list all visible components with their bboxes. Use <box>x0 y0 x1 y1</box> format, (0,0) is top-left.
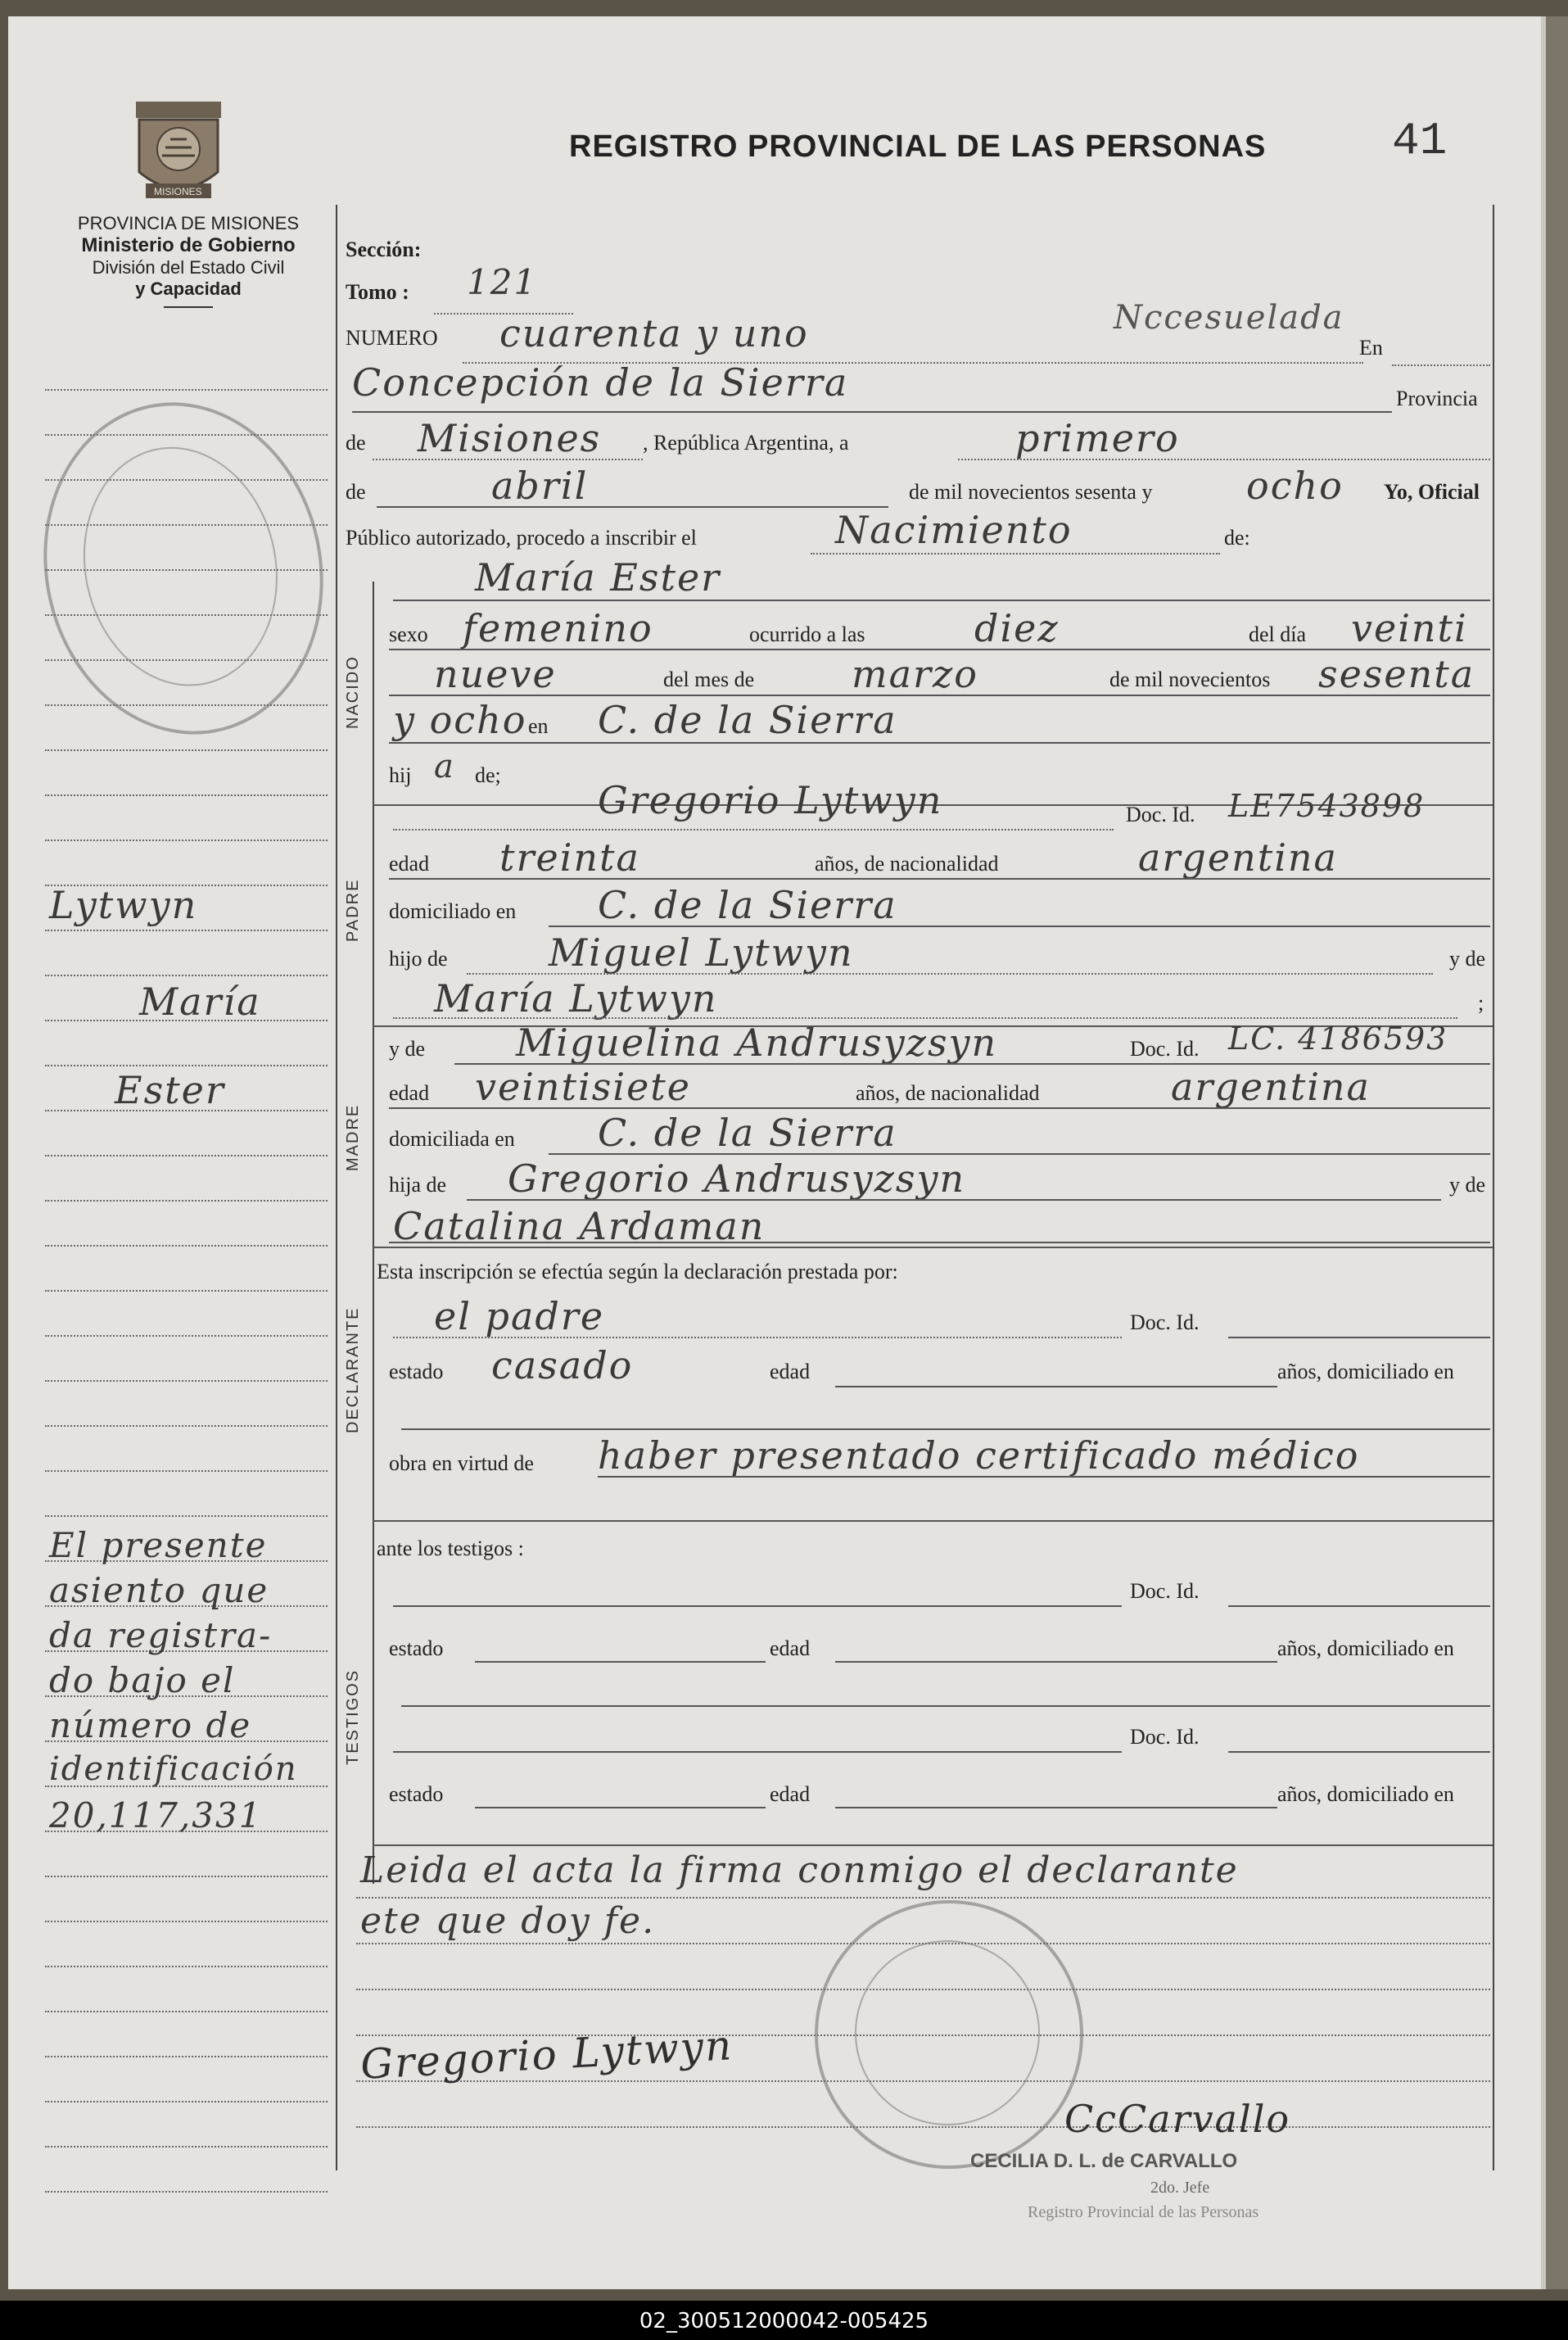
madre-y-de-label-2: y de <box>1449 1173 1486 1197</box>
de-semicolon-label: de; <box>475 763 501 787</box>
hij-label: hij <box>389 763 412 787</box>
padre-hijo-value-1: Miguel Lytwyn <box>549 930 854 975</box>
declarante-doc-label: Doc. Id. <box>1130 1310 1200 1334</box>
dia-value-2: nueve <box>434 652 557 696</box>
closing-line-1: Leida el acta la firma conmigo el declarante <box>360 1849 1239 1891</box>
seccion-label: Sección: <box>346 238 422 261</box>
declarante-obra-label: obra en virtud de <box>389 1451 534 1475</box>
org-divider <box>164 306 213 308</box>
de-label: de <box>346 431 366 455</box>
madre-doc-value: LC. 4186593 <box>1228 1021 1448 1057</box>
madre-dom-value: C. de la Sierra <box>598 1111 897 1155</box>
padre-edad-label: edad <box>389 852 430 876</box>
tomo-label: Tomo : <box>346 280 409 304</box>
testigos-intro-label: ante los testigos : <box>377 1537 524 1560</box>
sexo-label: sexo <box>389 622 428 646</box>
anio-value-2: y ocho <box>393 698 527 742</box>
org-division-1: División del Estado Civil <box>92 257 285 278</box>
padre-hijo-value-2: María Lytwyn <box>434 976 718 1021</box>
testigo-2-doc-label: Doc. Id. <box>1130 1725 1200 1749</box>
madre-nac-label: años, de nacionalidad <box>856 1081 1040 1105</box>
declarante-estado-label: estado <box>389 1360 444 1383</box>
en-label: En <box>1359 336 1383 360</box>
madre-hija-value-2: Catalina Ardaman <box>393 1204 766 1248</box>
madre-edad-label: edad <box>389 1081 430 1105</box>
org-block <box>33 213 344 308</box>
padre-doc-value: LE7543898 <box>1228 788 1426 824</box>
officer-name: CECILIA D. L. de CARVALLO <box>970 2150 1238 2172</box>
signature-declarante: Gregorio Lytwyn <box>359 2021 734 2089</box>
right-border-line <box>1493 205 1494 2170</box>
margin-note-line: identificación <box>49 1750 298 1788</box>
padre-nac-label: años, de nacionalidad <box>815 852 999 876</box>
officer-office: Registro Provincial de las Personas <box>1028 2203 1259 2221</box>
testigo-2-anios-label: años, domiciliado en <box>1277 1782 1454 1806</box>
testigo-2-edad-label: edad <box>770 1782 811 1806</box>
testigo-1-edad-label: edad <box>770 1636 811 1660</box>
margin-surname: Lytwyn <box>49 883 198 927</box>
margin-note <box>49 1525 298 1840</box>
mil-label: de mil novecientos <box>1109 668 1271 691</box>
page-title: REGISTRO PROVINCIAL DE LAS PERSONAS <box>569 129 1267 164</box>
numero-value: cuarenta y uno <box>499 311 809 355</box>
madre-hija-value-1: Gregorio Andrusyzsyn <box>508 1156 966 1201</box>
del-mes-label: del mes de <box>663 668 755 691</box>
padre-nac-value: argentina <box>1138 835 1338 880</box>
padre-name-value: Gregorio Lytwyn <box>598 778 943 822</box>
signature-officer: CcCarvallo <box>1064 2097 1291 2141</box>
anio-value-1: sesenta <box>1318 652 1475 696</box>
madre-doc-label: Doc. Id. <box>1130 1037 1200 1061</box>
org-ministry: Ministerio de Gobierno <box>81 234 296 256</box>
hij-value: a <box>434 748 455 785</box>
declarante-anios-label: años, domiciliado en <box>1277 1360 1454 1383</box>
month-value: abril <box>491 464 589 508</box>
section-label-declarante: DECLARANTE <box>344 1306 362 1433</box>
madre-hija-label: hija de <box>389 1173 447 1197</box>
del-dia-label: del día <box>1249 622 1307 646</box>
madre-edad-value: veintisiete <box>475 1065 691 1109</box>
org-division-2: y Capacidad <box>135 278 242 299</box>
tomo-value: 121 <box>467 262 538 302</box>
registry-round-stamp <box>815 1900 1083 2169</box>
de-colon-label: de: <box>1224 526 1250 550</box>
madre-dom-label: domiciliada en <box>389 1127 515 1151</box>
act-value: Nacimiento <box>835 508 1073 552</box>
margin-note-line: asiento que <box>49 1570 269 1610</box>
caption-bar <box>0 2301 1568 2340</box>
misiones-coat-of-arms-logo <box>129 98 228 213</box>
margin-first-name: María <box>139 980 261 1024</box>
padre-dom-value: C. de la Sierra <box>598 883 897 927</box>
padre-dom-label: domiciliado en <box>389 899 517 923</box>
mes-value: marzo <box>852 652 978 696</box>
dia-value-1: veinti <box>1351 606 1468 650</box>
section-label-madre: MADRE <box>344 1103 362 1171</box>
testigo-2-estado-label: estado <box>389 1782 444 1806</box>
margin-note-line: do bajo el <box>49 1660 236 1700</box>
declarante-estado-value: casado <box>491 1343 634 1387</box>
provincia-label: Provincia <box>1396 387 1478 410</box>
de-label-2: de <box>346 480 366 504</box>
margin-note-line: número de <box>49 1705 252 1745</box>
lugar-value: C. de la Sierra <box>598 698 897 742</box>
declarante-edad-label: edad <box>770 1360 811 1383</box>
declarante-obra-value: haber presentado certificado médico <box>598 1433 1360 1478</box>
padre-hijo-label: hijo de <box>389 947 448 971</box>
padre-doc-label: Doc. Id. <box>1126 803 1195 826</box>
inner-section-line <box>373 582 374 1884</box>
logo-text: MISIONES <box>154 186 202 197</box>
madre-y-de-label: y de <box>389 1037 426 1061</box>
madre-nac-value: argentina <box>1171 1065 1371 1109</box>
org-province: PROVINCIA DE MISIONES <box>77 213 300 233</box>
padre-semicolon: ; <box>1478 991 1484 1015</box>
margin-middle-name: Ester <box>115 1068 225 1112</box>
closing-line-2: ete que doy fe. <box>360 1900 656 1942</box>
padre-y-de-label: y de <box>1449 947 1486 971</box>
page-number: 41 <box>1392 115 1448 167</box>
margin-divider-line <box>336 205 337 2170</box>
margin-note-line: da registra- <box>49 1615 273 1655</box>
section-label-testigos: TESTIGOS <box>344 1668 362 1765</box>
officer-title: 2do. Jefe <box>1150 2179 1210 2197</box>
testigo-1-doc-label: Doc. Id. <box>1130 1579 1200 1603</box>
margin-note-line: 20,117,331 <box>49 1795 263 1835</box>
testigo-1-anios-label: años, domiciliado en <box>1277 1636 1454 1660</box>
section-separator <box>373 1520 1493 1522</box>
numero-label: NUMERO <box>346 326 438 350</box>
sexo-value: femenino <box>463 606 653 650</box>
hora-value: diez <box>974 606 1060 650</box>
padre-edad-value: treinta <box>499 835 640 880</box>
numero-signature: Nccesuelada <box>1114 299 1344 337</box>
madre-name-value: Miguelina Andrusyzsyn <box>516 1021 998 1065</box>
year-label: de mil novecientos sesenta y <box>909 480 1153 504</box>
nacido-name-value: María Ester <box>475 555 721 600</box>
ocurrido-label: ocurrido a las <box>749 622 865 646</box>
testigo-1-estado-label: estado <box>389 1636 444 1660</box>
image-caption: 02_300512000042-005425 <box>639 2309 929 2333</box>
publico-label: Público autorizado, procedo a inscribir el <box>346 526 697 550</box>
province-value: Misiones <box>418 416 602 460</box>
section-label-nacido: NACIDO <box>344 655 362 729</box>
register-page <box>8 16 1546 2289</box>
year-value: ocho <box>1246 464 1344 508</box>
section-label-padre: PADRE <box>344 878 362 942</box>
en-label-2: en <box>528 714 549 738</box>
declarante-intro-label: Esta inscripción se efectúa según la declaración prestada por: <box>377 1260 898 1283</box>
day-value: primero <box>1015 416 1180 460</box>
declarante-name-value: el padre <box>434 1294 605 1338</box>
margin-note-line: El presente <box>49 1525 268 1565</box>
place-value: Concepción de la Sierra <box>352 360 849 405</box>
republica-label: , República Argentina, a <box>643 431 849 455</box>
oficial-label: Yo, Oficial <box>1384 480 1480 504</box>
